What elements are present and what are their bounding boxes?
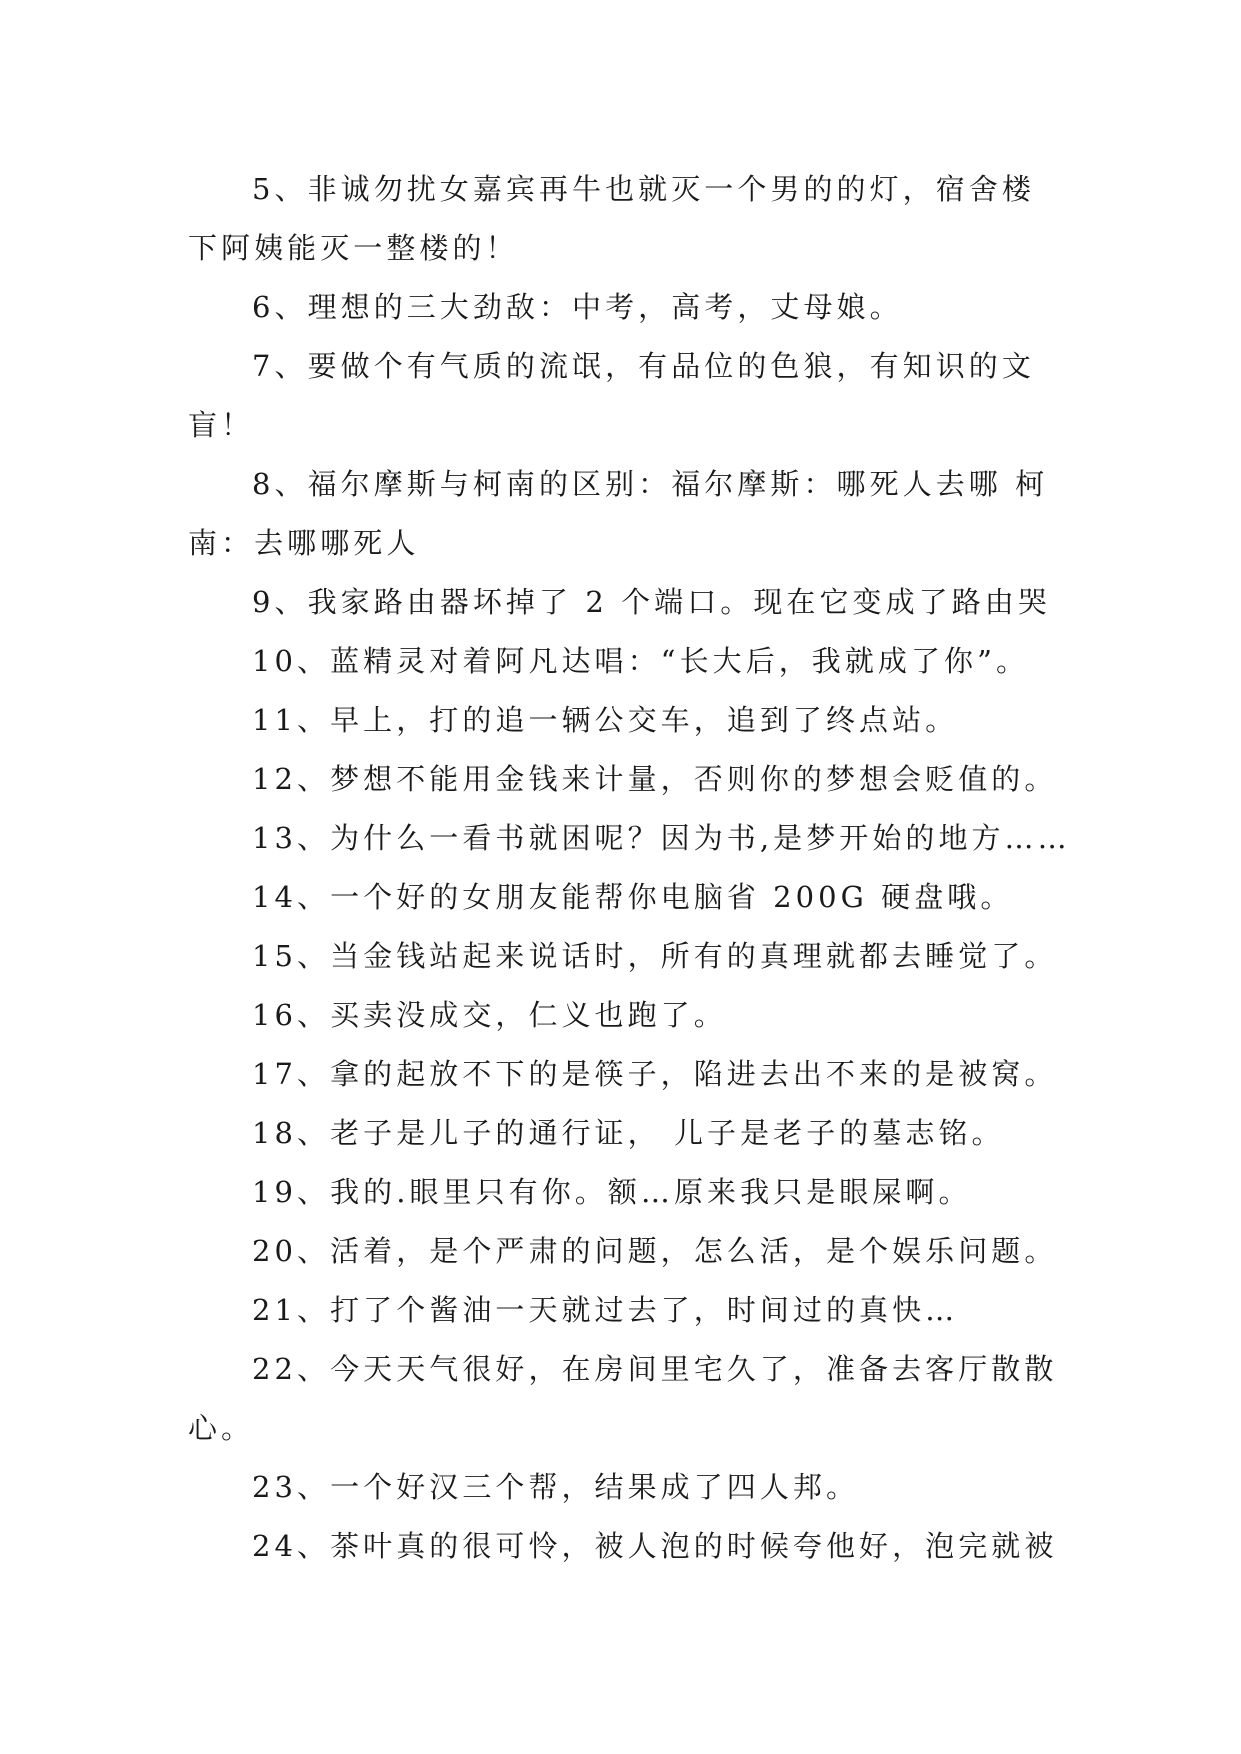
paragraph-line-item-13: 13、为什么一看书就困呢？因为书,是梦开始的地方…… bbox=[252, 821, 1071, 855]
paragraph-line-item-5-cont: 下阿姨能灭一整楼的！ bbox=[188, 231, 519, 265]
paragraph-line-item-10: 10、蓝精灵对着阿凡达唱：“长大后，我就成了你”。 bbox=[252, 644, 1030, 678]
paragraph-line-item-19: 19、我的.眼里只有你。额…原来我只是眼屎啊。 bbox=[252, 1175, 972, 1209]
paragraph-line-item-17: 17、拿的起放不下的是筷子，陷进去出不来的是被窝。 bbox=[252, 1057, 1058, 1091]
paragraph-line-item-22-cont: 心。 bbox=[188, 1411, 255, 1445]
paragraph-line-item-11: 11、早上，打的追一辆公交车，追到了终点站。 bbox=[252, 703, 959, 737]
paragraph-line-item-12: 12、梦想不能用金钱来计量，否则你的梦想会贬值的。 bbox=[252, 762, 1058, 796]
document-body bbox=[188, 160, 1071, 1576]
paragraph-line-item-23: 23、一个好汉三个帮，结果成了四人邦。 bbox=[252, 1470, 860, 1504]
paragraph-line-item-18: 18、老子是儿子的通行证， 儿子是老子的墓志铭。 bbox=[252, 1116, 1005, 1150]
paragraph-line-item-5: 5、非诚勿扰女嘉宾再牛也就灭一个男的的灯，宿舍楼 bbox=[252, 172, 1035, 206]
paragraph-line-item-22: 22、今天天气很好，在房间里宅久了，准备去客厅散散 bbox=[252, 1352, 1058, 1386]
paragraph-line-item-7: 7、要做个有气质的流氓，有品位的色狼，有知识的文 bbox=[252, 349, 1035, 383]
paragraph-line-item-14: 14、一个好的女朋友能帮你电脑省 200G 硬盘哦。 bbox=[252, 880, 1014, 914]
paragraph-line-item-24: 24、茶叶真的很可怜，被人泡的时候夸他好，泡完就被 bbox=[252, 1529, 1058, 1563]
paragraph-line-item-7-cont: 盲！ bbox=[188, 408, 255, 442]
paragraph-line-item-20: 20、活着，是个严肃的问题，怎么活，是个娱乐问题。 bbox=[252, 1234, 1058, 1268]
paragraph-line-item-8-cont: 南：去哪哪死人 bbox=[188, 526, 420, 560]
paragraph-line-item-21: 21、打了个酱油一天就过去了，时间过的真快… bbox=[252, 1293, 959, 1327]
paragraph-line-item-6: 6、理想的三大劲敌：中考，高考，丈母娘。 bbox=[252, 290, 903, 324]
paragraph-line-item-8: 8、福尔摩斯与柯南的区别：福尔摩斯：哪死人去哪 柯 bbox=[252, 467, 1049, 501]
paragraph-line-item-15: 15、当金钱站起来说话时，所有的真理就都去睡觉了。 bbox=[252, 939, 1058, 973]
paragraph-line-item-9: 9、我家路由器坏掉了 2 个端口。现在它变成了路由哭 bbox=[252, 585, 1051, 619]
paragraph-line-item-16: 16、买卖没成交，仁义也跑了。 bbox=[252, 998, 727, 1032]
